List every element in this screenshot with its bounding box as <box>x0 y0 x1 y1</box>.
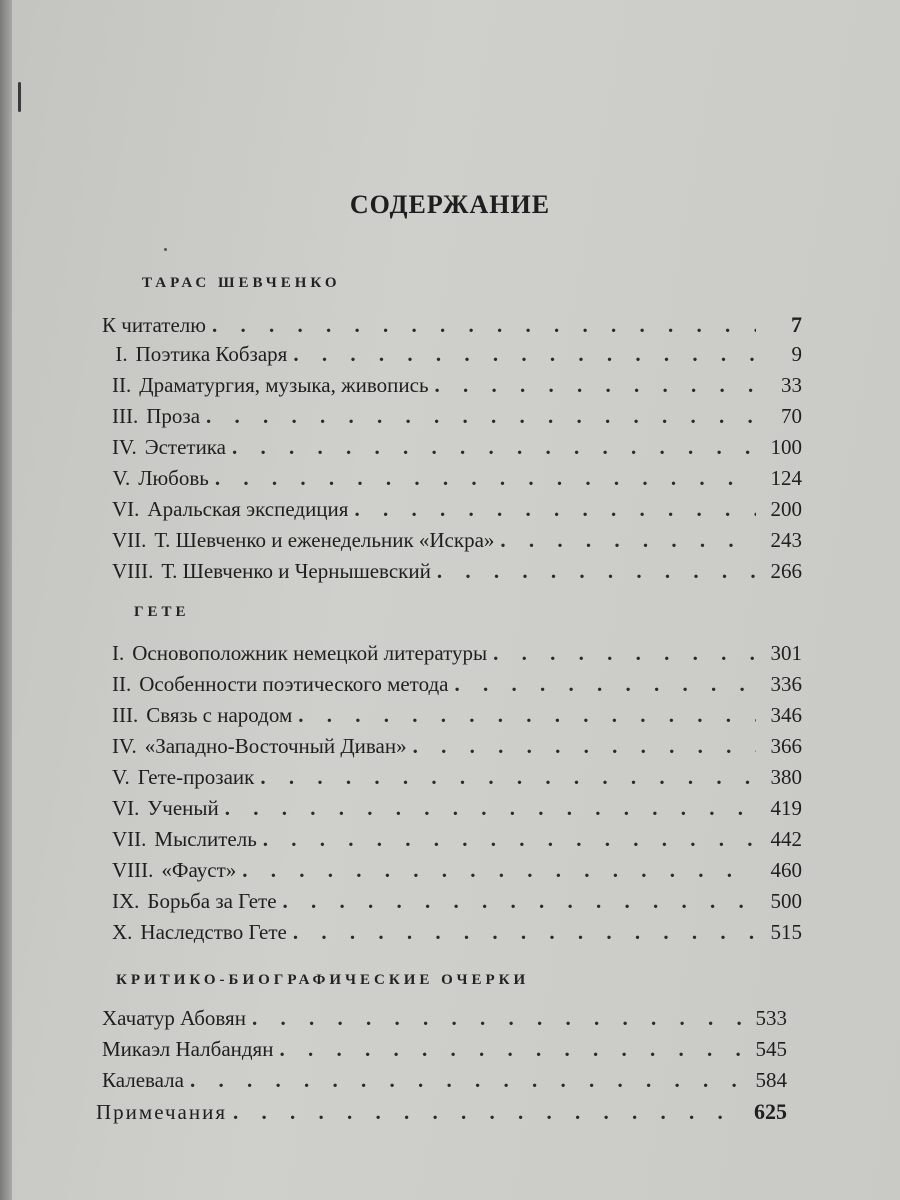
leader-dots <box>279 1037 741 1062</box>
entry-title: Борьба за Гете <box>147 889 277 913</box>
toc-entry <box>112 559 802 589</box>
toc-entry <box>112 373 802 403</box>
toc-entry <box>112 466 802 496</box>
entry-title: Хачатур Абовян <box>102 1006 246 1030</box>
entry-title: Примечания <box>96 1100 228 1124</box>
entry-title: Т. Шевченко и еженедельник «Искра» <box>154 528 495 552</box>
leader-dots <box>293 342 756 367</box>
entry-title: Наследство Гете <box>140 920 287 944</box>
toc-entry <box>102 312 802 342</box>
entry-title: Связь с народом <box>146 703 293 727</box>
entry-number: VI. <box>112 497 140 521</box>
entry-number: IV. <box>112 435 137 459</box>
leader-dots <box>215 466 756 491</box>
entry-number: V. <box>112 466 131 490</box>
entry-title: Поэтика Кобзаря <box>135 342 288 366</box>
toc-entry <box>112 796 802 826</box>
entry-title: Основоположник немецкой литературы <box>132 641 488 665</box>
entry-page: 346 <box>770 703 802 727</box>
toc-entry <box>112 641 802 671</box>
leader-dots <box>437 559 756 584</box>
entry-page: 336 <box>770 672 802 696</box>
entry-page: 33 <box>781 373 802 397</box>
entry-page: 380 <box>770 765 802 789</box>
leader-dots <box>354 497 756 522</box>
entry-title: Калевала <box>102 1068 184 1092</box>
toc-entry <box>112 734 802 764</box>
leader-dots <box>233 1100 741 1125</box>
entry-number: VII. <box>112 528 147 552</box>
toc-entry <box>112 528 802 558</box>
entry-page: 460 <box>770 858 802 882</box>
page-edge <box>0 0 12 1200</box>
entry-page: 500 <box>770 889 802 913</box>
toc-entry <box>112 827 802 857</box>
section-heading-essays: КРИТИКО-БИОГРАФИЧЕСКИЕ ОЧЕРКИ <box>116 972 530 988</box>
entry-title: Ученый <box>147 796 219 820</box>
entry-number: IV. <box>112 734 137 758</box>
toc-entry <box>112 765 802 795</box>
page-title: СОДЕРЖАНИЕ <box>349 190 551 219</box>
toc-entry <box>112 672 802 702</box>
entry-number: III. <box>112 404 139 428</box>
book-page <box>12 0 900 1200</box>
toc-entry <box>112 497 802 527</box>
leader-dots <box>225 796 756 821</box>
entry-number: IX. <box>112 889 140 913</box>
leader-dots <box>232 435 756 460</box>
entry-page: 7 <box>791 312 802 337</box>
toc-entry <box>112 889 802 919</box>
entry-title: Драматургия, музыка, живопись <box>139 373 429 397</box>
toc-entry <box>112 342 802 372</box>
toc-entry <box>112 703 802 733</box>
toc-entry <box>112 404 802 434</box>
entry-title: Эстетика <box>144 435 227 459</box>
entry-title: Аральская экспедиция <box>147 497 349 521</box>
toc-entry <box>96 1099 787 1129</box>
leader-dots <box>413 734 756 759</box>
entry-number: II. <box>112 373 132 397</box>
section-heading-shevchenko: ТАРАС ШЕВЧЕНКО <box>142 275 341 291</box>
entry-title: К читателю <box>102 313 206 337</box>
leader-dots <box>298 703 756 728</box>
entry-page: 625 <box>754 1099 787 1124</box>
entry-page: 124 <box>770 466 802 490</box>
entry-number: I. <box>115 342 128 366</box>
entry-page: 301 <box>770 641 802 665</box>
paper-speck <box>164 248 167 251</box>
entry-page: 545 <box>755 1037 787 1061</box>
entry-number: III. <box>112 703 139 727</box>
entry-page: 442 <box>770 827 802 851</box>
entry-number: VIII. <box>112 858 154 882</box>
entry-title: Микаэл Налбандян <box>102 1037 274 1061</box>
entry-page: 266 <box>770 559 802 583</box>
toc-entry <box>112 435 802 465</box>
leader-dots <box>493 641 756 666</box>
entry-number: X. <box>112 920 133 944</box>
leader-dots <box>435 373 756 398</box>
entry-number: I. <box>112 641 125 665</box>
entry-page: 243 <box>770 528 802 552</box>
toc-entry <box>102 1068 787 1098</box>
entry-page: 9 <box>791 342 802 366</box>
leader-dots <box>212 313 756 338</box>
section-heading-goethe: ГЕТЕ <box>134 604 190 620</box>
leader-dots <box>190 1068 741 1093</box>
leader-dots <box>293 920 756 945</box>
leader-dots <box>206 404 756 429</box>
leader-dots <box>252 1006 741 1031</box>
entry-page: 70 <box>781 404 802 428</box>
toc-entry <box>102 1037 787 1067</box>
entry-page: 100 <box>770 435 802 459</box>
entry-title: Т. Шевченко и Чернышевский <box>161 559 431 583</box>
entry-title: Мыслитель <box>154 827 257 851</box>
entry-number: VI. <box>112 796 140 820</box>
leader-dots <box>500 528 756 553</box>
leader-dots <box>242 858 756 883</box>
entry-title: Любовь <box>138 466 209 490</box>
leader-dots <box>263 827 756 852</box>
toc-entry <box>112 858 802 888</box>
entry-page: 419 <box>770 796 802 820</box>
leader-dots <box>260 765 756 790</box>
entry-page: 200 <box>770 497 802 521</box>
entry-title: Проза <box>146 404 201 428</box>
entry-page: 533 <box>755 1006 787 1030</box>
toc-entry <box>112 920 802 950</box>
entry-number: VII. <box>112 827 147 851</box>
entry-title: «Фауст» <box>161 858 237 882</box>
entry-title: «Западно-Восточный Диван» <box>144 734 407 758</box>
entry-number: II. <box>112 672 132 696</box>
leader-dots <box>283 889 756 914</box>
toc-entry <box>102 1006 787 1036</box>
entry-title: Особенности поэтического метода <box>139 672 449 696</box>
leader-dots <box>455 672 757 697</box>
margin-mark <box>18 82 21 112</box>
entry-page: 515 <box>770 920 802 944</box>
entry-number: V. <box>112 765 130 789</box>
entry-page: 366 <box>770 734 802 758</box>
entry-title: Гете-прозаик <box>137 765 255 789</box>
entry-page: 584 <box>755 1068 787 1092</box>
entry-number: VIII. <box>112 559 154 583</box>
